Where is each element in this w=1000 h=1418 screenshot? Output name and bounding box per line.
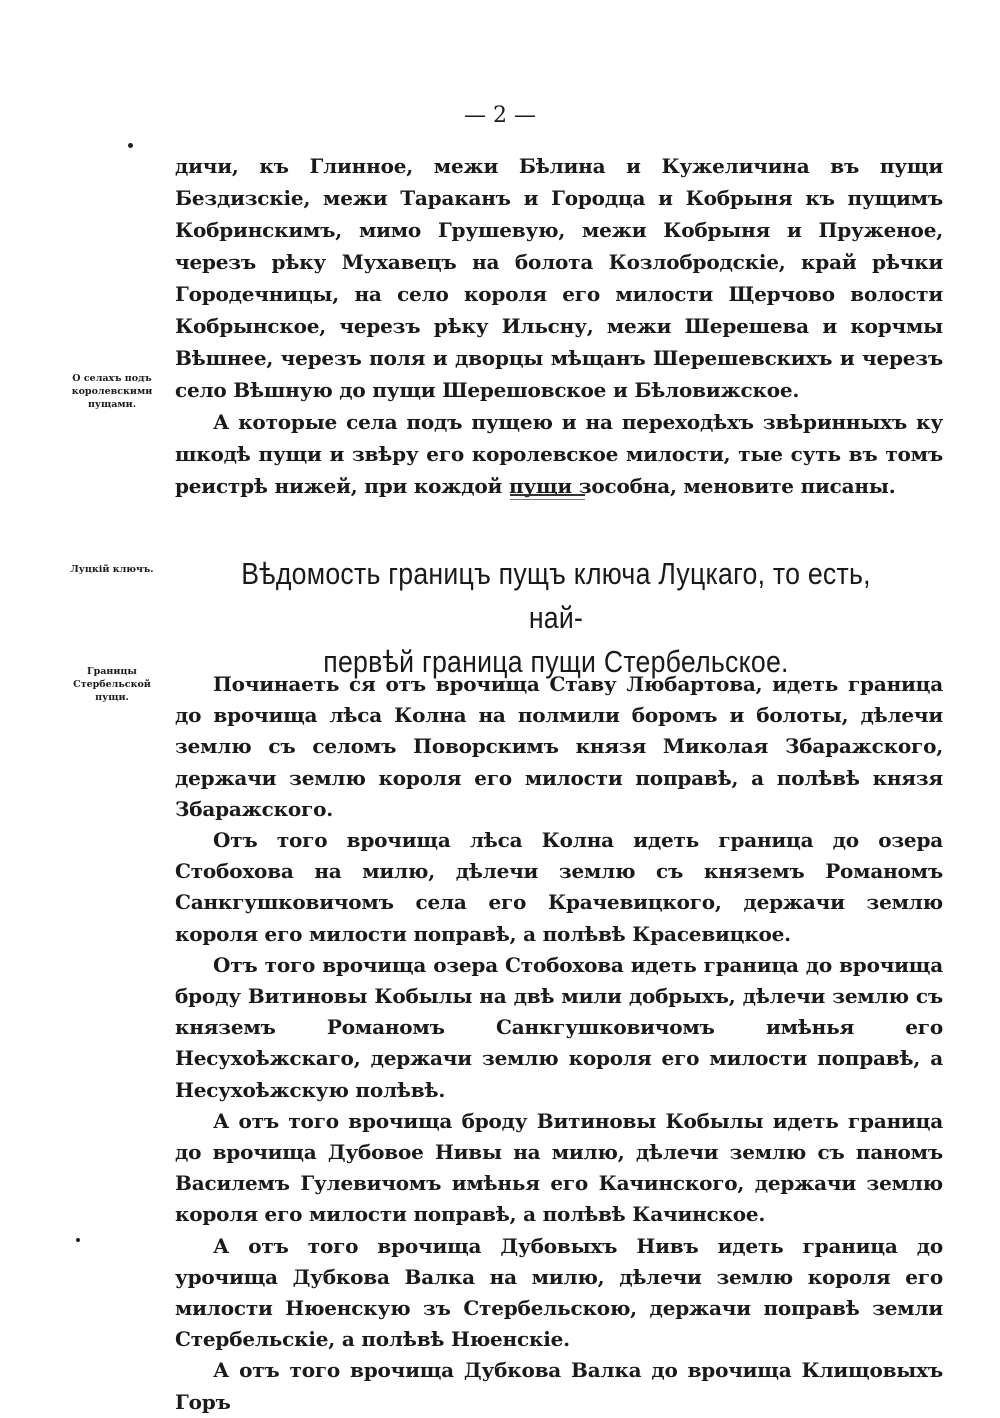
section-divider (510, 494, 585, 500)
paragraph: дичи, къ Глинное, межи Бѣлина и Кужеличина въ пущи Бездизскіе, межи Тараканъ и Городца и Кобрыня къ пущимъ Кобринскимъ, мимо Грушевую, межи Кобрыня и Пруженое, черезъ рѣку Мухавецъ на болота Козлобродскіе, край рѣчки Городечницы, на село короля его милости Щерчово волости Кобрынское, черезъ рѣку Ильсну, межи Шерешева и корчмы Вѣшнее, черезъ поля и дворцы мѣщанъ Шерешевскихъ и черезъ село Вѣшную до пущи Шерешовское и Бѣловижское. (175, 154, 943, 402)
stray-mark-bottom (76, 1238, 80, 1242)
paragraph: А отъ того врочища Дубкова Валка до врочища Клищовыхъ Горъ (175, 1358, 943, 1414)
paragraph: Отъ того врочища озера Стобохова идеть граница до врочища броду Витиновы Кобылы на двѣ мили добрыхъ, дѣлечи землю съ княземъ Романомъ Санкгушковичомъ имѣнья его Несухоѣжскаго, держачи землю короля его милости поправѣ, а Несухоѣжскую полѣвѣ. (175, 952, 943, 1102)
margin-note-villages: О селахъ подъ королевскими пущами. (71, 373, 153, 410)
heading-line-2: первѣй граница пущи Стербельское. (323, 644, 789, 679)
margin-note-borders: Границы Стербельской пущи. (73, 666, 151, 703)
paragraph: А которые села подъ пущею и на переходѣхъ звѣринныхъ ку шкодѣ пущи и звѣру его королевское милости, тые суть въ томъ реистрѣ нижей, при кождой пущи зособна, меновите писаны. (175, 410, 943, 498)
paragraph: А отъ того врочища броду Витиновы Кобылы идеть граница до врочища Дубовое Нивы на милю, дѣлечи землю съ паномъ Василемъ Гулевичомъ имѣнья его Качинского, держачи землю короля его милости поправѣ, а полѣвѣ Качинское. (175, 1108, 943, 1227)
section-1-text (175, 150, 943, 502)
paragraph: А отъ того врочища Дубовыхъ Нивъ идеть граница до урочища Дубкова Валка на милю, дѣлечи землю короля его милости Нюенскую зъ Стербельскою, держачи поправѣ земли Стербельскіе, а полѣвѣ Нюенскіе. (175, 1233, 943, 1352)
paragraph: Починаеть ся отъ врочища Ставу Любартова, идеть граница до врочища лѣса Колна на полмили боромъ и болоты, дѣлечи землю съ селомъ Поворскимъ князя Миколая Збаражского, держачи землю короля его милости поправѣ, а полѣвѣ князя Збаражского. (175, 672, 943, 821)
section-2-text (175, 669, 943, 1418)
paragraph: Отъ того врочища лѣса Колна идеть граница до озера Стобохова на милю, дѣлечи землю съ княземъ Романомъ Санкгушковичомъ села его Крачевицкого, держачи землю короля его милости поправѣ, а полѣвѣ Краcевицкое. (175, 828, 943, 946)
margin-note-lutsk-key: Луцкій ключъ. (70, 564, 154, 575)
page-number: — 2 — (464, 103, 536, 128)
heading-line-1: Вѣдомость границъ пущъ ключа Луцкаго, то есть, най- (241, 556, 871, 635)
section-heading (224, 552, 888, 684)
stray-mark-top (128, 143, 133, 148)
